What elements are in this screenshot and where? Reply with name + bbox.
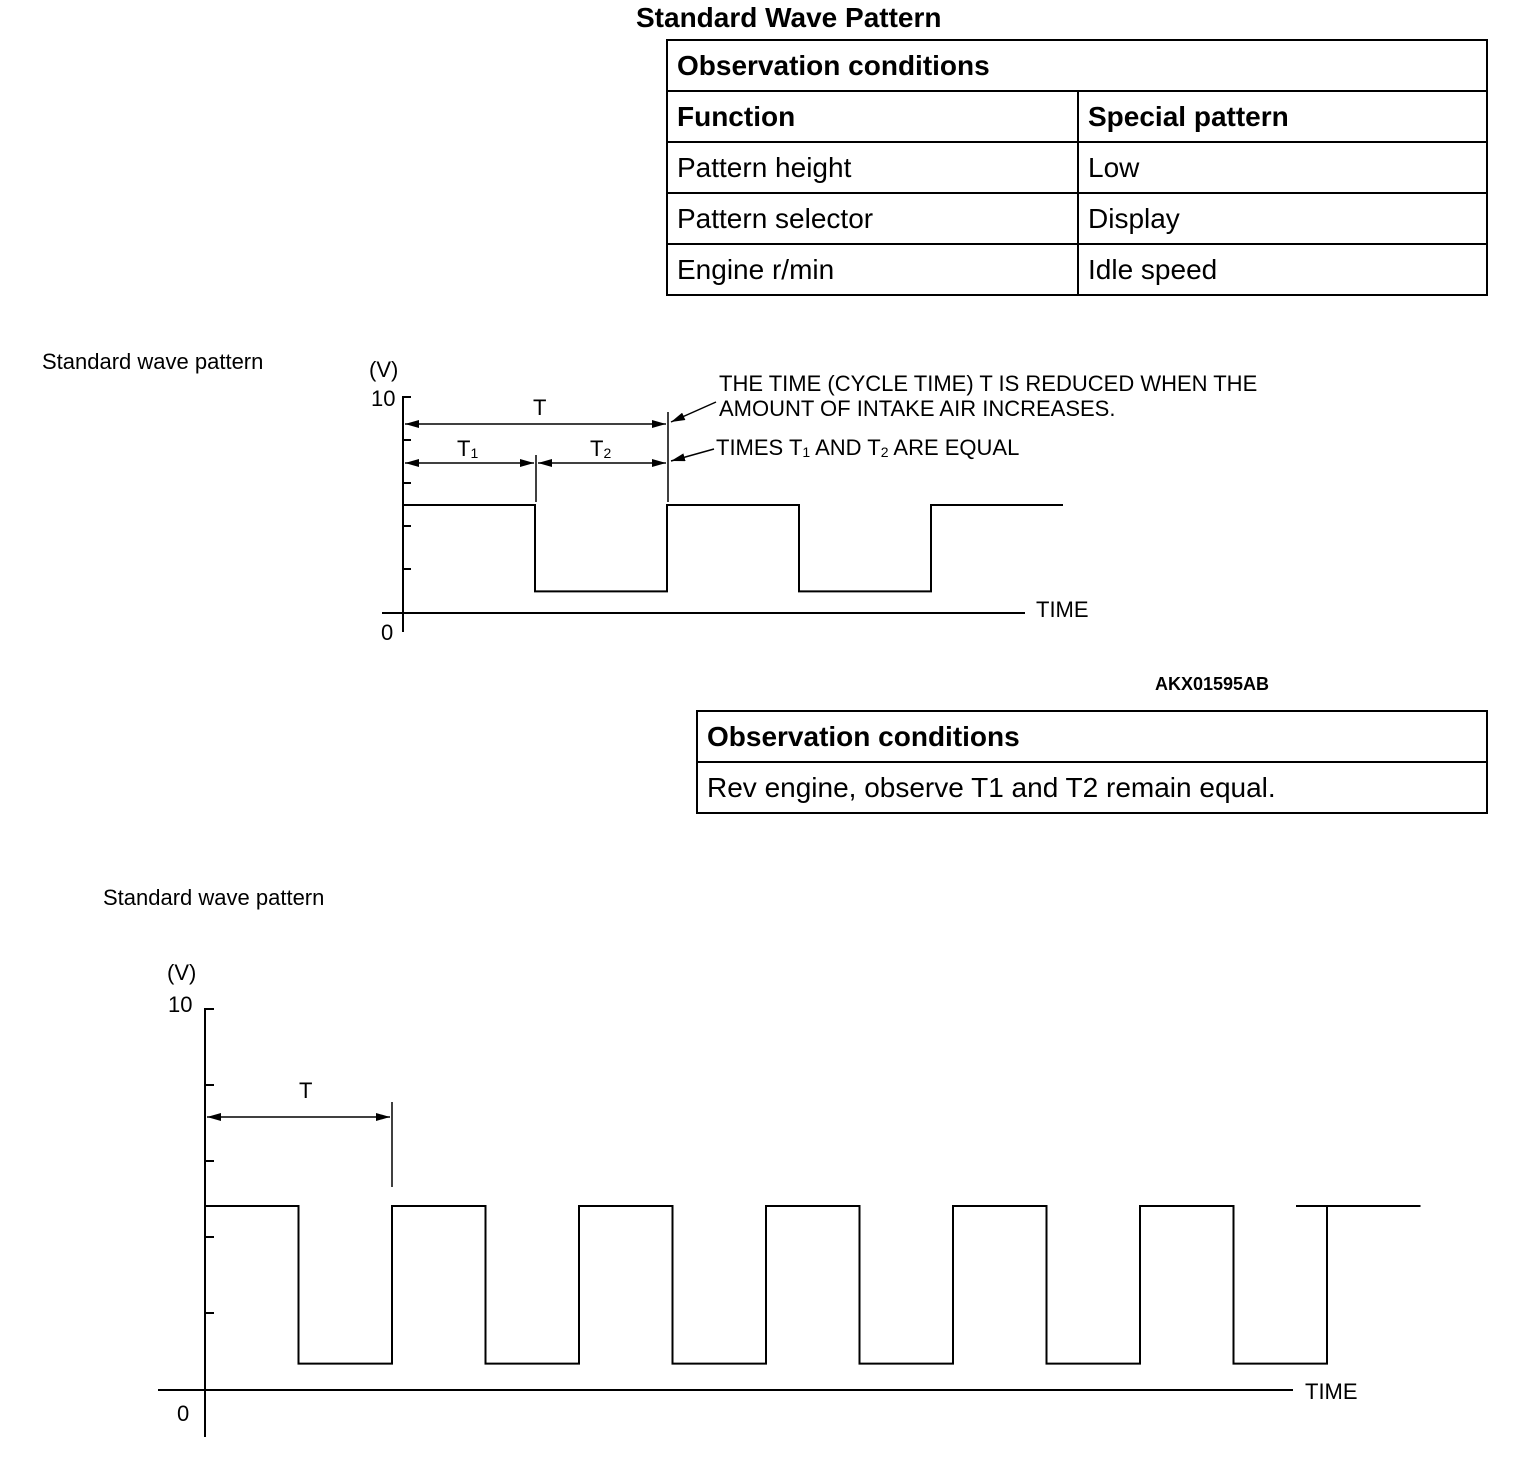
diagram2-y-min-label: 0 [177, 1401, 190, 1426]
diagram1-period-label: T [533, 395, 547, 420]
diagram1-caption: Standard wave pattern [42, 349, 264, 374]
cell-function: Pattern height [667, 142, 1078, 193]
diagram2-y-max-label: 10 [168, 992, 193, 1017]
diagram1-cycle-note-leader [671, 402, 716, 422]
page-title: Standard Wave Pattern [636, 2, 942, 33]
diagram2-x-label: TIME [1305, 1379, 1358, 1404]
wave-diagram-1 [42, 349, 1269, 694]
diagram1-t2-label: T2 [590, 436, 612, 461]
diagram1-equal-note: TIMES T1 AND T2 ARE EQUAL [716, 435, 1020, 460]
diagram2-period-label: T [299, 1078, 313, 1103]
diagram1-t1-label: T1 [457, 436, 479, 461]
diagram2-waveform [205, 1206, 1421, 1364]
cell-function: Pattern selector [667, 193, 1078, 244]
diagram1-waveform [403, 505, 1063, 591]
diagram1-y-ticks [403, 397, 411, 569]
column-header-special-pattern: Special pattern [1078, 91, 1487, 142]
diagram1-x-label: TIME [1036, 597, 1089, 622]
column-header-function: Function [667, 91, 1078, 142]
figure-code: AKX01595AB [1155, 674, 1270, 694]
diagram1-y-unit: (V) [369, 357, 399, 382]
diagram1-equal-note-leader [671, 449, 714, 461]
cell-pattern: Display [1078, 193, 1487, 244]
diagram1-cycle-note-line2: AMOUNT OF INTAKE AIR INCREASES. [719, 396, 1116, 421]
diagram2-y-unit: (V) [167, 960, 197, 985]
cell-pattern: Idle speed [1078, 244, 1487, 295]
cell-pattern: Low [1078, 142, 1487, 193]
diagram1-y-min-label: 0 [381, 620, 394, 645]
diagram2-y-ticks [205, 1009, 214, 1313]
diagram2-caption: Standard wave pattern [103, 885, 325, 910]
diagram1-cycle-note-line1: THE TIME (CYCLE TIME) T IS REDUCED WHEN THE [719, 371, 1258, 396]
table-heading: Observation conditions [667, 40, 1487, 91]
diagram1-y-max-label: 10 [371, 386, 396, 411]
observation-text: Rev engine, observe T1 and T2 remain equal. [697, 762, 1487, 813]
wave-diagram-2 [103, 885, 1421, 1437]
cell-function: Engine r/min [667, 244, 1078, 295]
table-heading: Observation conditions [697, 711, 1487, 762]
